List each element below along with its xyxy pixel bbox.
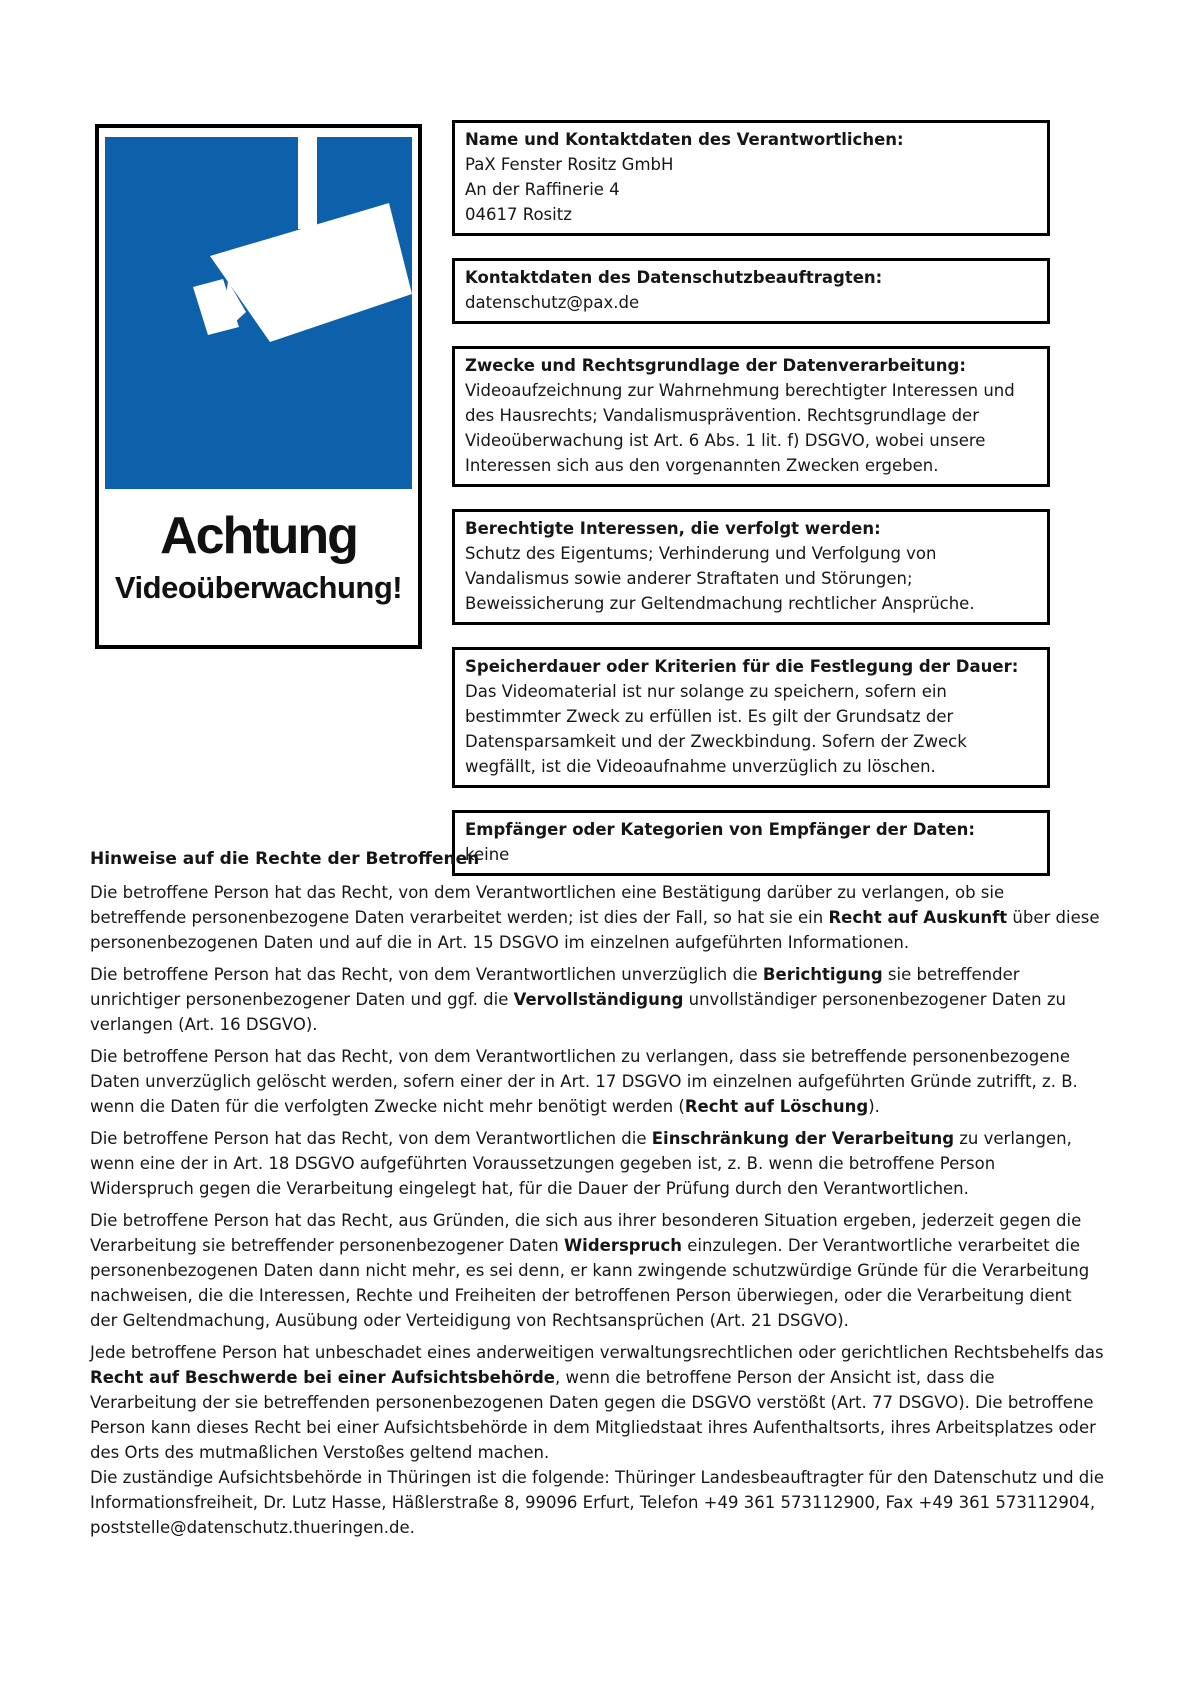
- paragraph-text: unvollständiger personenbezogener Daten zu verlangen (Art. 16 DSGVO).: [90, 990, 1066, 1034]
- paragraph-text: einzulegen. Der Verantwortliche verarbeitet die personenbezogenen Daten dann nicht mehr, es sei denn, er kann zwingende schutzwürdige Gründe für die Verarbeitung nachweisen, die die Interessen, Rechte und Freiheiten der betroffenen Person überwiegen, oder die Verarbeitung dient der Geltendmachung, Ausübung oder Verteidigung von Rechtsansprüchen (Art. 21 DSGVO).: [90, 1236, 1090, 1330]
- sign-warning-title: Achtung: [160, 507, 357, 565]
- bold-emphasis: Berichtigung: [762, 965, 883, 984]
- sign-warning-subtitle: Videoüberwachung!: [114, 569, 403, 605]
- paragraph-text: sie betreffender unrichtiger personenbezogener Daten und ggf. die: [90, 965, 1020, 1009]
- info-box-title: Speicherdauer oder Kriterien für die Festlegung der Dauer:: [465, 657, 1019, 676]
- info-box-berechtigte-interessen: [452, 509, 1050, 625]
- rights-paragraph: [90, 1044, 1104, 1119]
- rights-section: [90, 848, 1104, 1547]
- rights-paragraph: [90, 1208, 1104, 1333]
- info-box-title: Berechtigte Interessen, die verfolgt werden:: [465, 519, 881, 538]
- info-box-title: Name und Kontaktdaten des Verantwortlichen:: [465, 130, 904, 149]
- bold-emphasis: Einschränkung der Verarbeitung: [651, 1129, 955, 1148]
- rights-paragraph: [90, 1126, 1104, 1201]
- info-box-zwecke-rechtsgrundlage: [452, 346, 1050, 487]
- info-box-line: 04617 Rositz: [465, 205, 572, 224]
- paragraph-text: Die betroffene Person hat das Recht, von dem Verantwortlichen zu verlangen, dass sie betreffende personenbezogene Daten unverzüglich gelöscht werden, sofern einer der in Art. 17 DSGVO im einzelnen aufgeführten Gründe zutrifft, z. B. wenn die Daten für die verfolgten Zwecke nicht mehr benötigt werden (: [90, 1047, 1078, 1116]
- paragraph-text: über diese personenbezogenen Daten und auf die in Art. 15 DSGVO im einzelnen aufgeführten Informationen.: [90, 908, 1100, 952]
- bold-emphasis: Recht auf Löschung: [684, 1097, 869, 1116]
- paragraph-text: Die betroffene Person hat das Recht, von dem Verantwortlichen unverzüglich die: [90, 965, 763, 984]
- info-box-line: Videoaufzeichnung zur Wahrnehmung berechtigter Interessen und des Hausrechts; Vandalismusprävention. Rechtsgrundlage der Videoüberwachung ist Art. 6 Abs. 1 lit. f) DSGVO, wobei unsere Interessen sich aus den vorgenannten Zwecken ergeben.: [465, 381, 1015, 475]
- info-box-line: An der Raffinerie 4: [465, 180, 620, 199]
- info-box-line: keine: [465, 845, 510, 864]
- info-box-title: Zwecke und Rechtsgrundlage der Datenverarbeitung:: [465, 356, 966, 375]
- video-surveillance-sign: [95, 124, 422, 649]
- rights-paragraphs: [90, 880, 1104, 1540]
- info-box-title: Empfänger oder Kategorien von Empfänger der Daten:: [465, 820, 975, 839]
- rights-paragraph: [90, 880, 1104, 955]
- info-box-verantwortlicher: [452, 120, 1050, 236]
- paragraph-text: ).: [868, 1097, 880, 1116]
- rights-paragraph: [90, 1465, 1104, 1540]
- info-box-line: Schutz des Eigentums; Verhinderung und Verfolgung von Vandalismus sowie anderer Straftaten und Störungen; Beweissicherung zur Geltendmachung rechtlicher Ansprüche.: [465, 544, 975, 613]
- cctv-camera-icon: [105, 137, 412, 489]
- paragraph-text: Die betroffene Person hat das Recht, von dem Verantwortlichen eine Bestätigung darüber zu verlangen, ob sie betreffende personenbezogene Daten verarbeitet werden; ist dies der Fall, so hat sie ein: [90, 883, 1005, 927]
- bold-emphasis: Vervollständigung: [513, 990, 684, 1009]
- info-box-speicherdauer: [452, 647, 1050, 788]
- bold-emphasis: Recht auf Auskunft: [828, 908, 1008, 927]
- paragraph-text: zu verlangen, wenn eine der in Art. 18 DSGVO aufgeführten Voraussetzungen gegeben ist, z. B. wenn die betroffene Person Widerspruch gegen die Verarbeitung eingelegt hat, für die Dauer der Prüfung durch den Verantwortlichen.: [90, 1129, 1072, 1198]
- info-boxes: [452, 120, 1050, 898]
- paragraph-text: , wenn die betroffene Person der Ansicht ist, dass die Verarbeitung der sie betreffenden personenbezogenen Daten gegen die DSGVO verstößt (Art. 77 DSGVO). Die betroffene Person kann dieses Recht bei einer Aufsichtsbehörde in dem Mitgliedstaat ihres Aufenthaltsorts, ihres Arbeitsplatzes oder des Orts des mutmaßlichen Verstoßes geltend machen.: [90, 1368, 1096, 1462]
- paragraph-text: Die zuständige Aufsichtsbehörde in Thüringen ist die folgende: Thüringer Landesbeauftragter für den Datenschutz und die Informationsfreiheit, Dr. Lutz Hasse, Häßlerstraße 8, 99096 Erfurt, Telefon +49 361 573112900, Fax +49 361 573112904, poststelle@datenschutz.thueringen.de.: [90, 1468, 1104, 1537]
- sign-pictogram-panel: [105, 137, 412, 489]
- bold-emphasis: Widerspruch: [563, 1236, 683, 1255]
- bold-emphasis: Recht auf Beschwerde bei einer Aufsichtsbehörde: [90, 1368, 555, 1387]
- info-box-line: Das Videomaterial ist nur solange zu speichern, sofern ein bestimmter Zweck zu erfüllen ist. Es gilt der Grundsatz der Datensparsamkeit und der Zweckbindung. Sofern der Zweck wegfällt, ist die Videoaufnahme unverzüglich zu löschen.: [465, 682, 967, 776]
- paragraph-text: Die betroffene Person hat das Recht, aus Gründen, die sich aus ihrer besonderen Situation ergeben, jederzeit gegen die Verarbeitung sie betreffender personenbezogener Daten: [90, 1211, 1082, 1255]
- info-box-line: datenschutz@pax.de: [465, 293, 640, 312]
- rights-paragraph: [90, 1340, 1104, 1465]
- rights-heading: Hinweise auf die Rechte der Betroffenen: [90, 849, 480, 869]
- info-box-title: Kontaktdaten des Datenschutzbeauftragten:: [465, 268, 883, 287]
- paragraph-text: Die betroffene Person hat das Recht, von dem Verantwortlichen die: [90, 1129, 652, 1148]
- info-box-line: PaX Fenster Rositz GmbH: [465, 155, 674, 174]
- info-box-datenschutzbeauftragter: [452, 258, 1050, 324]
- rights-paragraph: [90, 962, 1104, 1037]
- paragraph-text: Jede betroffene Person hat unbeschadet eines anderweitigen verwaltungsrechtlichen oder gerichtlichen Rechtsbehelfs das: [90, 1343, 1104, 1362]
